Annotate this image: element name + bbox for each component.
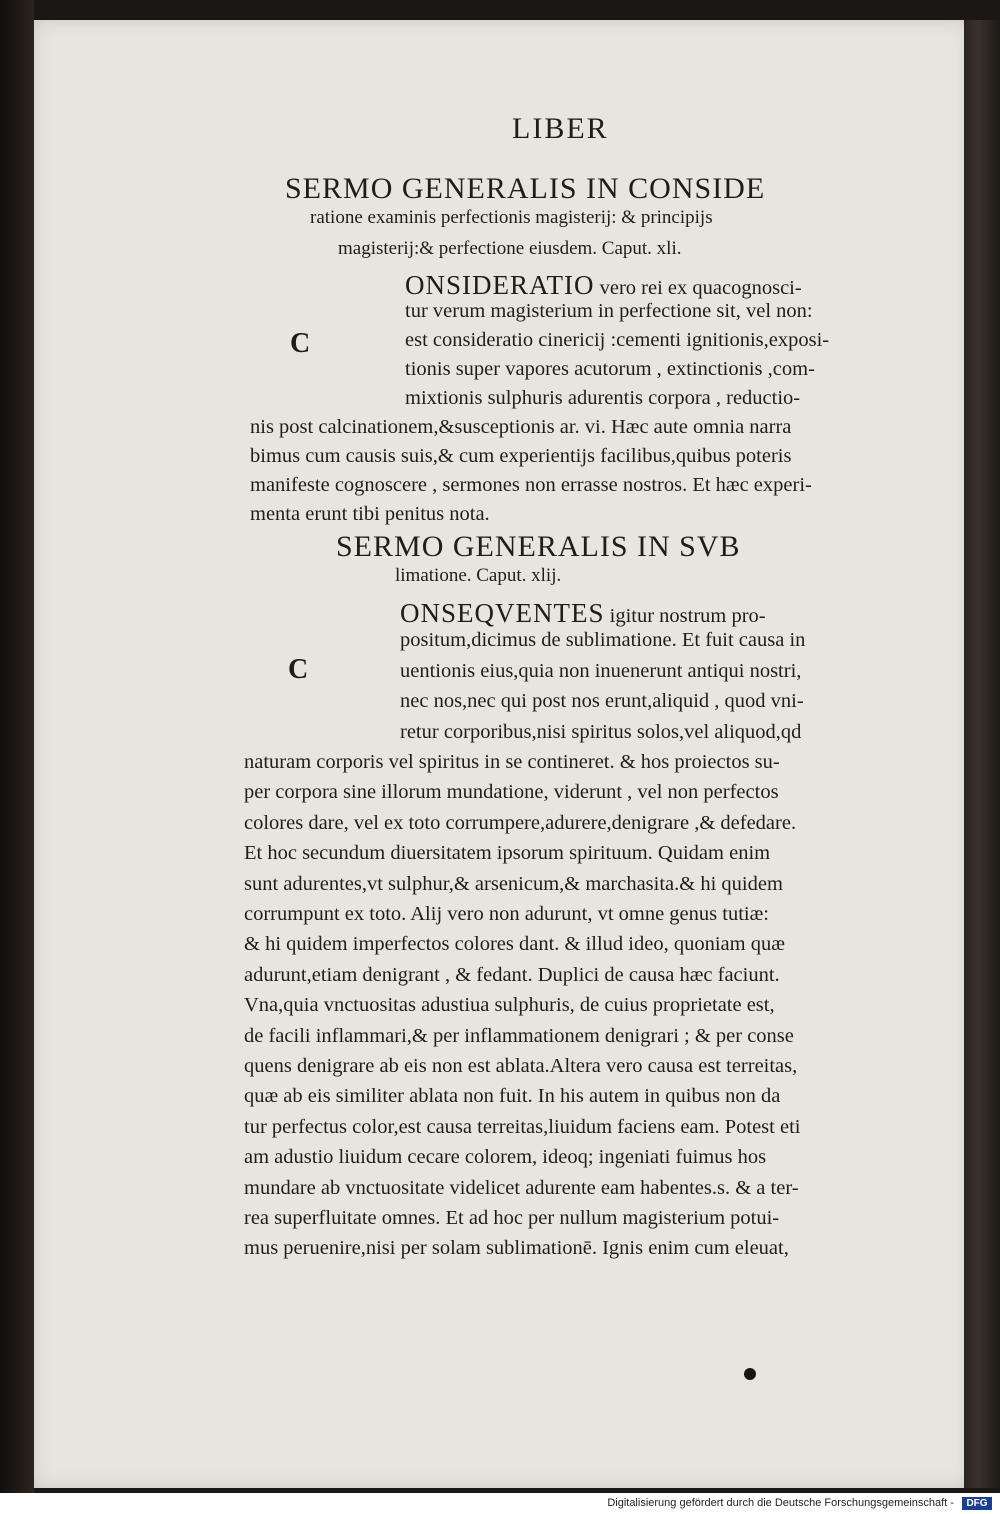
text-line	[244, 995, 775, 1016]
section-subheading-2: limatione. Caput. xlij.	[395, 565, 562, 586]
text-line	[250, 417, 791, 438]
line-text: mus peruenire,nisi per solam sublimationē. Ignis enim cum eleuat,	[244, 1237, 789, 1260]
ink-dot	[744, 1368, 756, 1380]
lead-word: ONSEQVENTES	[400, 598, 605, 628]
line-text: am adustio liuidum cecare colorem, ideoq; ingeniati fuimus hos	[244, 1146, 767, 1169]
text-line	[400, 691, 804, 712]
line-text: adurunt,etiam denigrant , & fedant. Duplici de causa hæc faciunt.	[244, 963, 780, 986]
initial-letter-1: C	[290, 328, 311, 359]
line-text: tur perfectus color,est causa terreitas,liuidum faciens eam. Potest eti	[244, 1115, 801, 1138]
text-line	[405, 388, 800, 409]
initial-letter-2: C	[288, 654, 309, 685]
line-text: bimus cum causis suis,& cum experientijs facilibus,quibus poteris	[250, 445, 792, 467]
line-text: Et hoc secundum diuersitatem ipsorum spirituum. Quidam enim	[244, 842, 771, 865]
line-text: mixtionis sulphuris adurentis corpora , reductio-	[405, 387, 801, 409]
text-line	[244, 1238, 789, 1259]
text-line	[250, 475, 812, 496]
line-text: Vna,quia vnctuositas adustiua sulphuris, de cuius proprietate est,	[244, 994, 775, 1017]
line-text: mundare ab vnctuositate videlicet adurente eam habentes.s. & a ter-	[244, 1176, 799, 1199]
line-text: rea superfluitate omnes. Et ad hoc per nullum magisterium potui-	[244, 1207, 780, 1229]
line-text: tionis super vapores acutorum , extinctionis ,com-	[405, 358, 815, 380]
line-text: menta erunt tibi penitus nota.	[250, 503, 490, 525]
text-line	[244, 874, 783, 895]
text-line	[244, 1117, 800, 1138]
line-text: nis post calcinationem,&susceptionis ar. vi. Hæc aute omnia narra	[250, 416, 792, 438]
line-text: de facili inflammari,& per inflammationem denigrari ; & per conse	[244, 1024, 794, 1047]
dfg-logo-icon: DFG	[962, 1497, 992, 1510]
line-text: colores dare, vel ex toto corrumpere,adurere,denigrare ,& defedare.	[244, 811, 797, 834]
text-line	[244, 813, 796, 834]
text-line	[405, 272, 802, 299]
line-text: manifeste cognoscere , sermones non errasse nostros. Et hæc experi-	[250, 474, 812, 496]
text-line	[400, 600, 766, 627]
text-line	[244, 904, 769, 925]
text-line	[405, 301, 813, 322]
text-line	[400, 661, 801, 682]
line-text: corrumpunt ex toto. Alij vero non adurunt, vt omne genus tutiæ:	[244, 903, 769, 925]
section-heading-2: SERMO GENERALIS IN SVB	[336, 530, 741, 563]
text-line	[400, 722, 801, 743]
text-line	[244, 843, 770, 864]
line-text: naturam corporis vel spiritus in se contineret. & hos proiectos su-	[244, 751, 780, 773]
text-line	[244, 1178, 799, 1199]
text-line	[405, 359, 815, 380]
section-subheading-1b: magisterij:& perfectione eiusdem. Caput. xli.	[338, 238, 682, 259]
line-text: quens denigrare ab eis non est ablata.Altera vero causa est terreitas,	[244, 1055, 798, 1077]
running-head: LIBER	[512, 112, 609, 145]
line-text: per corpora sine illorum mundatione, viderunt , vel non perfectos	[244, 781, 779, 804]
section-heading-1: SERMO GENERALIS IN CONSIDE	[285, 172, 766, 205]
text-line	[244, 934, 785, 955]
line-text: uentionis eius,quia non inuenerunt antiqui nostri,	[400, 659, 802, 682]
text-line	[400, 630, 805, 651]
line-text: nec nos,nec qui post nos erunt,aliquid , quod vni-	[400, 690, 804, 713]
footer-bar	[0, 1493, 1000, 1514]
page-edge-shadow	[964, 20, 1000, 1488]
text-line	[244, 782, 779, 803]
book-spine-shadow	[0, 0, 34, 1514]
text-line	[244, 1208, 779, 1229]
line-text: retur corporibus,nisi spiritus solos,vel aliquod,qd	[400, 720, 802, 743]
line-text: vero rei ex quacognosci-	[594, 277, 802, 299]
line-text: positum,dicimus de sublimatione. Et fuit causa in	[400, 629, 806, 652]
text-line	[244, 1086, 780, 1107]
line-text: quæ ab eis similiter ablata non fuit. In his autem in quibus non da	[244, 1085, 781, 1108]
line-text: tur verum magisterium in perfectione sit, vel non:	[405, 300, 813, 322]
line-text: igitur nostrum pro-	[604, 605, 766, 627]
section-subheading-1a: ratione examinis perfectionis magisterij: & principijs	[310, 207, 713, 228]
text-line	[250, 504, 490, 525]
text-line	[244, 965, 780, 986]
lead-word: ONSIDERATIO	[405, 270, 595, 300]
text-line	[244, 1147, 766, 1168]
text-line	[244, 1056, 797, 1077]
line-text: sunt adurentes,vt sulphur,& arsenicum,& marchasita.& hi quidem	[244, 872, 783, 895]
text-line	[244, 1026, 794, 1047]
text-line	[244, 752, 780, 773]
line-text: est consideratio cinericij :cementi ignitionis,exposi-	[405, 329, 830, 351]
text-line	[250, 446, 791, 467]
footer-credit: Digitalisierung gefördert durch die Deutsche Forschungsgemeinschaft -	[607, 1497, 954, 1509]
line-text: & hi quidem imperfectos colores dant. & illud ideo, quoniam quæ	[244, 933, 785, 956]
text-line	[405, 330, 829, 351]
